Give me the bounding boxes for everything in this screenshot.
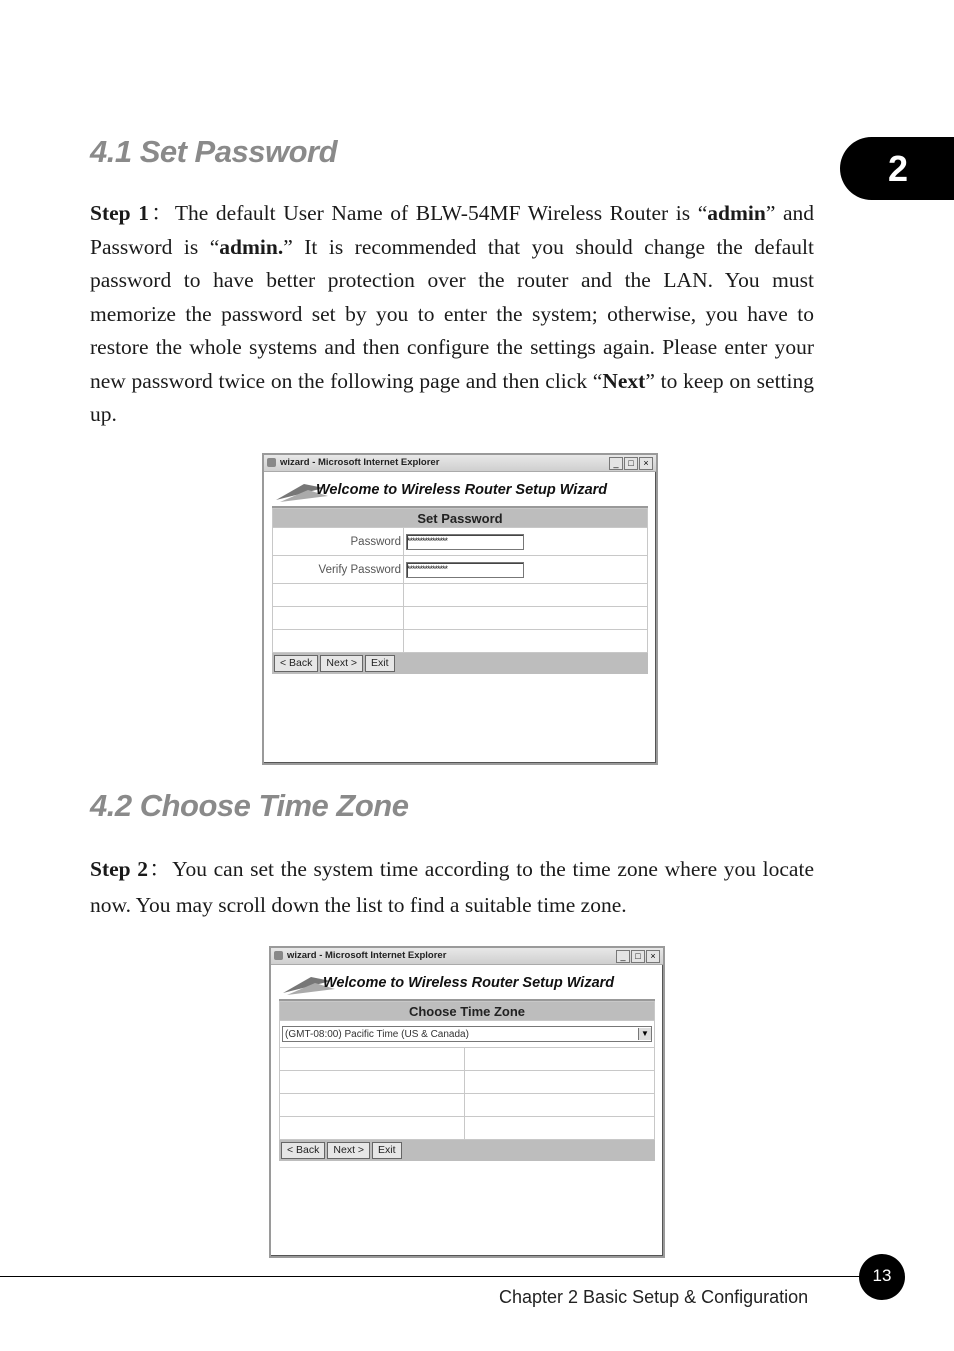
step1-text-d: ” to keep on setting up. <box>90 368 814 426</box>
choose-time-zone-form <box>279 1001 655 1140</box>
ie-icon <box>267 458 276 467</box>
form-header: Set Password <box>273 509 648 528</box>
banner-text: Welcome to Wireless Router Setup Wizard <box>323 975 615 991</box>
step1-text-b: ” and Password is “ <box>90 201 815 259</box>
banner-text: Welcome to Wireless Router Setup Wizard <box>316 482 608 498</box>
step2-paragraph <box>90 851 814 923</box>
footer-rule <box>0 1276 862 1277</box>
step1-text-c: ” It is recommended that you should change the default password to have better protection over the router and the LAN. You must memorize the password set by you to enter the system; otherwise, you have to restore the whole systems and then configure the settings again. Please enter your new password twice on the following page and then click “ <box>90 234 814 393</box>
set-password-form <box>272 508 648 653</box>
choose-time-zone-screenshot <box>269 946 665 1258</box>
section-heading-set-password: 4.1 Set Password <box>90 134 338 169</box>
minimize-button[interactable]: _ <box>616 950 630 963</box>
window-title: wizard - Microsoft Internet Explorer <box>280 457 440 468</box>
window-titlebar <box>271 948 663 965</box>
next-keyword: Next <box>602 368 646 393</box>
minimize-button[interactable]: _ <box>609 457 623 470</box>
chapter-tab: 2 <box>840 137 954 200</box>
time-zone-value: (GMT-08:00) Pacific Time (US & Canada) <box>285 1028 469 1040</box>
step2-label: Step 2 <box>90 857 149 881</box>
verify-password-label: Verify Password <box>273 556 404 584</box>
page-number: 13 <box>859 1254 905 1300</box>
section-heading-time-zone: 4.2 Choose Time Zone <box>90 788 409 823</box>
close-button[interactable]: × <box>639 457 653 470</box>
wizard-button-bar <box>279 1140 655 1161</box>
default-password: admin. <box>219 234 284 259</box>
time-zone-select[interactable] <box>282 1026 652 1042</box>
step1-sep: ： <box>148 201 175 225</box>
footer-chapter-title: Chapter 2 Basic Setup & Configuration <box>499 1287 809 1307</box>
wizard-banner <box>272 478 648 508</box>
wizard-banner <box>279 971 655 1001</box>
set-password-screenshot <box>262 453 658 765</box>
form-header: Choose Time Zone <box>280 1002 655 1021</box>
maximize-button[interactable]: □ <box>624 457 638 470</box>
step1-text-a: The default User Name of BLW-54MF Wireless Router is “ <box>174 201 708 225</box>
maximize-button[interactable]: □ <box>631 950 645 963</box>
exit-button[interactable]: Exit <box>365 655 395 672</box>
step1-label: Step 1 <box>90 201 149 225</box>
ie-icon <box>274 951 283 960</box>
default-username: admin <box>707 201 766 225</box>
step2-text: You can set the system time according to the time zone where you locate now. You may scroll down the list to find a suitable time zone. <box>90 857 814 917</box>
password-input[interactable]: **************** <box>406 534 524 550</box>
verify-password-input[interactable]: **************** <box>406 562 524 578</box>
step1-paragraph <box>90 197 814 432</box>
window-title: wizard - Microsoft Internet Explorer <box>287 950 447 961</box>
next-button[interactable]: Next > <box>320 655 363 672</box>
dropdown-arrow-icon[interactable]: ▼ <box>638 1028 651 1040</box>
back-button[interactable]: < Back <box>274 655 318 672</box>
exit-button[interactable]: Exit <box>372 1142 402 1159</box>
wizard-button-bar <box>272 653 648 674</box>
step2-sep: ： <box>148 857 173 881</box>
back-button[interactable]: < Back <box>281 1142 325 1159</box>
window-titlebar <box>264 455 656 472</box>
close-button[interactable]: × <box>646 950 660 963</box>
next-button[interactable]: Next > <box>327 1142 370 1159</box>
password-label: Password <box>273 528 404 556</box>
